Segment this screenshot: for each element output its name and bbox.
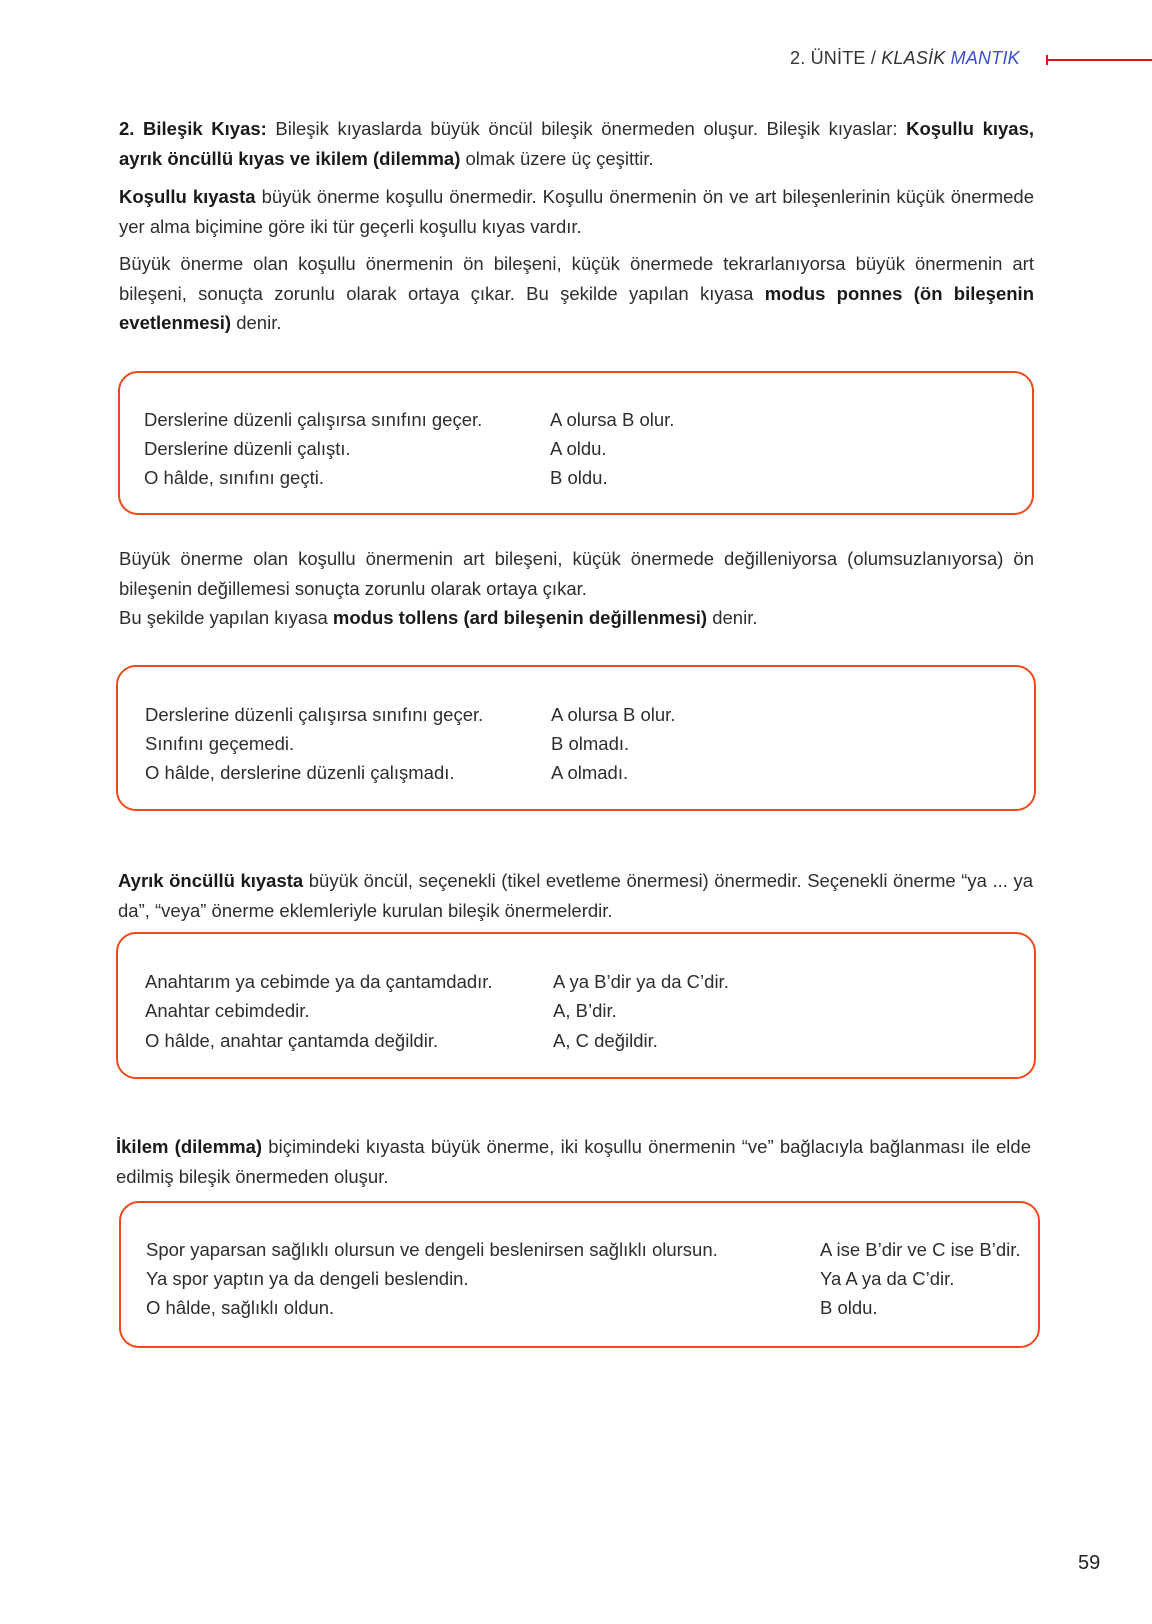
bold-text: Koşullu kıyas, ayrık öncüllü kıyas ve ikilem (dilemma) <box>119 118 1034 169</box>
term-modus-ponens: modus ponnes (ön bileşenin evetlenmesi) <box>119 282 1034 333</box>
premise-left: Sınıfını geçemedi. <box>145 733 295 754</box>
premise-left: Derslerine düzenli çalıştı. <box>144 438 351 459</box>
premise-right: Ya A ya da C’dir. <box>820 1268 955 1289</box>
header-subject-accent: MANTIK <box>950 48 1020 68</box>
premise-left: Derslerine düzenli çalışırsa sınıfını geçer. <box>144 409 483 430</box>
premise-right: A olursa B olur. <box>550 409 675 430</box>
premise-right: A ya B’dir ya da C’dir. <box>553 971 729 992</box>
conclusion-left: O hâlde, sınıfını geçti. <box>144 467 324 488</box>
premise-right: B olmadı. <box>551 733 630 754</box>
example-box-ayrik-oncullu <box>116 932 1036 1079</box>
example-box-ikilem <box>119 1201 1040 1348</box>
text: biçimindeki kıyasta büyük önerme, iki koşullu önermenin “ve” bağlacıyla bağlanması ile elde edilmiş bileşik önermeden oluşur. <box>116 1136 1031 1187</box>
text: büyük önerme koşullu önermedir. Koşullu önermenin ön ve art bileşenlerinin küçük önermede yer alma biçimine göre iki tür geçerli koşullu kıyas vardır. <box>119 186 1034 237</box>
term-modus-tollens: modus tollens (ard bileşenin değillenmesi) <box>332 607 708 628</box>
paragraph-modus-tollens <box>119 544 1034 633</box>
text: Büyük önerme olan koşullu önermenin art bileşeni, küçük önermede değilleniyorsa (olumsuzlanıyorsa) ön bileşenin değillemesi sonuçta zorunlu olarak ortaya çıkar. <box>119 548 1034 599</box>
premise-right: A oldu. <box>550 438 607 459</box>
premise-left: Anahtarım ya cebimde ya da çantamdadır. <box>145 971 493 992</box>
text: denir. <box>707 607 758 628</box>
conclusion-left: O hâlde, anahtar çantamda değildir. <box>145 1030 439 1051</box>
premise-right: A, B’dir. <box>553 1000 617 1021</box>
header-rule <box>1046 59 1152 61</box>
heading-bilesik-kiyas: 2. Bileşik Kıyas: <box>119 118 267 139</box>
header-unit: 2. ÜNİTE / <box>790 48 882 68</box>
header-subject: KLASİK <box>881 48 951 68</box>
premise-left: Derslerine düzenli çalışırsa sınıfını geçer. <box>145 704 484 725</box>
paragraph-kosullu-kiyas <box>119 182 1034 241</box>
conclusion-left: O hâlde, sağlıklı oldun. <box>146 1297 335 1318</box>
example-box-modus-ponens <box>118 371 1034 515</box>
running-header <box>790 48 1020 72</box>
premise-left: Ya spor yaptın ya da dengeli beslendin. <box>146 1268 469 1289</box>
page-number: 59 <box>1078 1552 1101 1574</box>
premise-right: A olursa B olur. <box>551 704 676 725</box>
paragraph-ayrik-oncullu-kiyas <box>118 866 1033 925</box>
premise-left: Anahtar cebimdedir. <box>145 1000 310 1021</box>
paragraph-ikilem <box>116 1132 1031 1191</box>
premise-right: A ise B’dir ve C ise B’dir. <box>820 1239 1021 1260</box>
paragraph-modus-ponens <box>119 249 1034 338</box>
term-ikilem: İkilem (dilemma) <box>116 1136 263 1157</box>
conclusion-right: B oldu. <box>550 467 608 488</box>
conclusion-left: O hâlde, derslerine düzenli çalışmadı. <box>145 762 455 783</box>
conclusion-right: B oldu. <box>820 1297 878 1318</box>
example-box-modus-tollens <box>116 665 1036 811</box>
text: Bileşik kıyaslarda büyük öncül bileşik önermeden oluşur. Bileşik kıyaslar: <box>266 118 907 139</box>
paragraph-bilesik-kiyas <box>119 114 1034 173</box>
conclusion-right: A, C değildir. <box>553 1030 658 1051</box>
term-ayrik-oncullu-kiyas: Ayrık öncüllü kıyasta <box>118 870 304 891</box>
term-kosullu-kiyas: Koşullu kıyasta <box>119 186 256 207</box>
text: büyük öncül, seçenekli (tikel evetleme önermesi) önermedir. Seçenekli önerme “ya ... ya da”, “veya” önerme eklemleriyle kurulan bileşik önermelerdir. <box>118 870 1033 921</box>
premise-left: Spor yaparsan sağlıklı olursun ve dengeli beslenirsen sağlıklı olursun. <box>146 1239 718 1260</box>
text: Bu şekilde yapılan kıyasa <box>119 607 333 628</box>
text: Büyük önerme olan koşullu önermenin ön bileşeni, küçük önermede tekrarlanıyorsa büyük önermenin art bileşeni, sonuçta zorunlu olarak ortaya çıkar. Bu şekilde yapılan kıyasa <box>119 253 1034 304</box>
conclusion-right: A olmadı. <box>551 762 629 783</box>
text: denir. <box>231 312 282 333</box>
text: olmak üzere üç çeşittir. <box>460 147 654 169</box>
